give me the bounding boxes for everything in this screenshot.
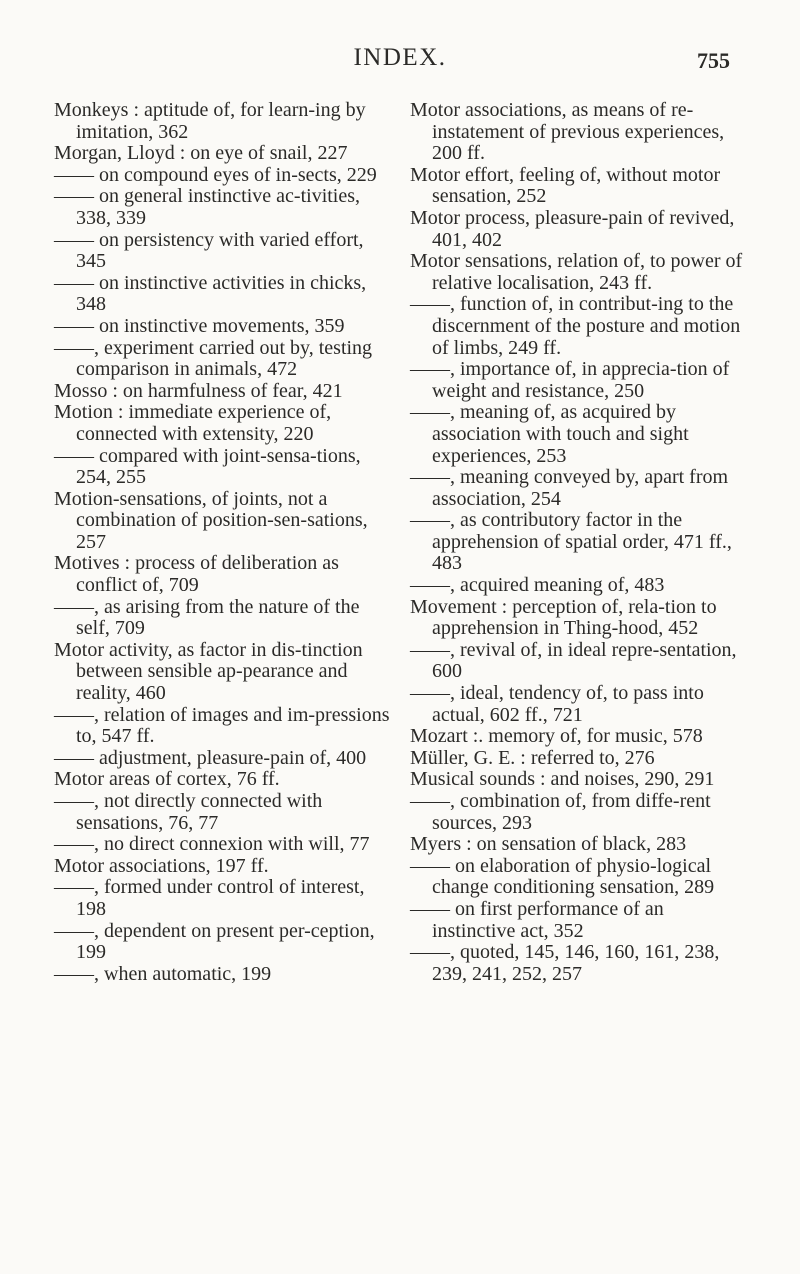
index-entry: ——, importance of, in apprecia-tion of weight and resistance, 250 [410, 358, 730, 402]
index-entry: Movement : perception of, rela-tion to apprehension in Thing-hood, 452 [410, 595, 717, 640]
index-entry: ——, as arising from the nature of the self, 709 [54, 595, 360, 640]
index-entry: Motor associations, 197 ff. [54, 854, 269, 877]
index-entry: Myers : on sensation of black, 283 [410, 833, 687, 856]
index-entry: ——, when automatic, 199 [54, 962, 272, 985]
index-entry: Mozart :. memory of, for music, 578 [410, 725, 703, 748]
index-entry: ——, meaning of, as acquired by association with touch and sight experiences, 253 [410, 401, 689, 467]
index-entry: Motor areas of cortex, 76 ff. [54, 768, 280, 791]
index-entry: Motor associations, as means of re-instatement of previous experiences, 200 ff. [410, 99, 725, 165]
index-entry: Morgan, Lloyd : on eye of snail, 227 [54, 142, 348, 165]
index-entry: Motion-sensations, of joints, not a combination of position-sen-sations, 257 [54, 487, 368, 553]
index-entry: ——, formed under control of interest, 198 [54, 876, 365, 920]
index-entry: —— on elaboration of physio-logical change conditioning sensation, 289 [410, 854, 715, 899]
page-header [0, 44, 800, 84]
index-entry: Motor sensations, relation of, to power of relative localisation, 243 ff. [410, 250, 743, 294]
index-entry: ——, ideal, tendency of, to pass into actual, 602 ff., 721 [410, 682, 704, 726]
index-entry: ——, meaning conveyed by, apart from association, 254 [410, 466, 729, 510]
index-column-left [54, 100, 394, 985]
running-title: INDEX. [353, 44, 447, 71]
index-entry: Motor process, pleasure-pain of revived, 401, 402 [410, 206, 735, 251]
index-entry: —— on compound eyes of in-sects, 229 [54, 163, 377, 186]
index-entry: ——, as contributory factor in the apprehension of spatial order, 471 ff., 483 [410, 509, 732, 575]
index-entry: ——, relation of images and im-pressions to, 547 ff. [54, 703, 390, 748]
index-entry: —— on persistency with varied effort, 345 [54, 228, 364, 273]
index-column-right [410, 100, 750, 985]
index-entry: ——, acquired meaning of, 483 [410, 574, 665, 597]
index-entry: —— on instinctive movements, 359 [54, 314, 345, 337]
index-entry: ——, quoted, 145, 146, 160, 161, 238, 239, 241, 252, 257 [410, 941, 720, 985]
index-entry: Monkeys : aptitude of, for learn-ing by imitation, 362 [54, 99, 366, 143]
index-entry: ——, combination of, from diffe-rent sources, 293 [410, 790, 711, 834]
index-entry: Motion : immediate experience of, connected with extensity, 220 [54, 401, 332, 445]
index-entry: —— on first performance of an instinctive act, 352 [410, 897, 664, 942]
index-entry: Motor effort, feeling of, without motor sensation, 252 [410, 163, 721, 208]
index-entry: Motor activity, as factor in dis-tinction between sensible ap-pearance and reality, 460 [54, 638, 363, 705]
index-entry: ——, dependent on present per-ception, 199 [54, 919, 375, 964]
index-entry: Mosso : on harmfulness of fear, 421 [54, 379, 343, 402]
index-entry: ——, revival of, in ideal repre-sentation, 600 [410, 638, 737, 683]
index-entry: —— adjustment, pleasure-pain of, 400 [54, 746, 367, 769]
index-entry: Müller, G. E. : referred to, 276 [410, 746, 655, 769]
index-entry: ——, no direct connexion with will, 77 [54, 833, 370, 856]
index-entry: —— compared with joint-sensa-tions, 254, 255 [54, 444, 361, 489]
index-entry: ——, function of, in contribut-ing to the discernment of the posture and motion of limbs, 249 ff. [410, 293, 741, 359]
index-entry: Musical sounds : and noises, 290, 291 [410, 768, 715, 791]
index-entry: Motives : process of deliberation as conflict of, 709 [54, 552, 339, 597]
index-entry: —— on instinctive activities in chicks, 348 [54, 271, 367, 316]
index-entry: ——, not directly connected with sensations, 76, 77 [54, 790, 323, 834]
page-number: 755 [697, 48, 730, 73]
index-entry: ——, experiment carried out by, testing comparison in animals, 472 [54, 336, 373, 381]
index-entry: —— on general instinctive ac-tivities, 338, 339 [54, 185, 361, 229]
